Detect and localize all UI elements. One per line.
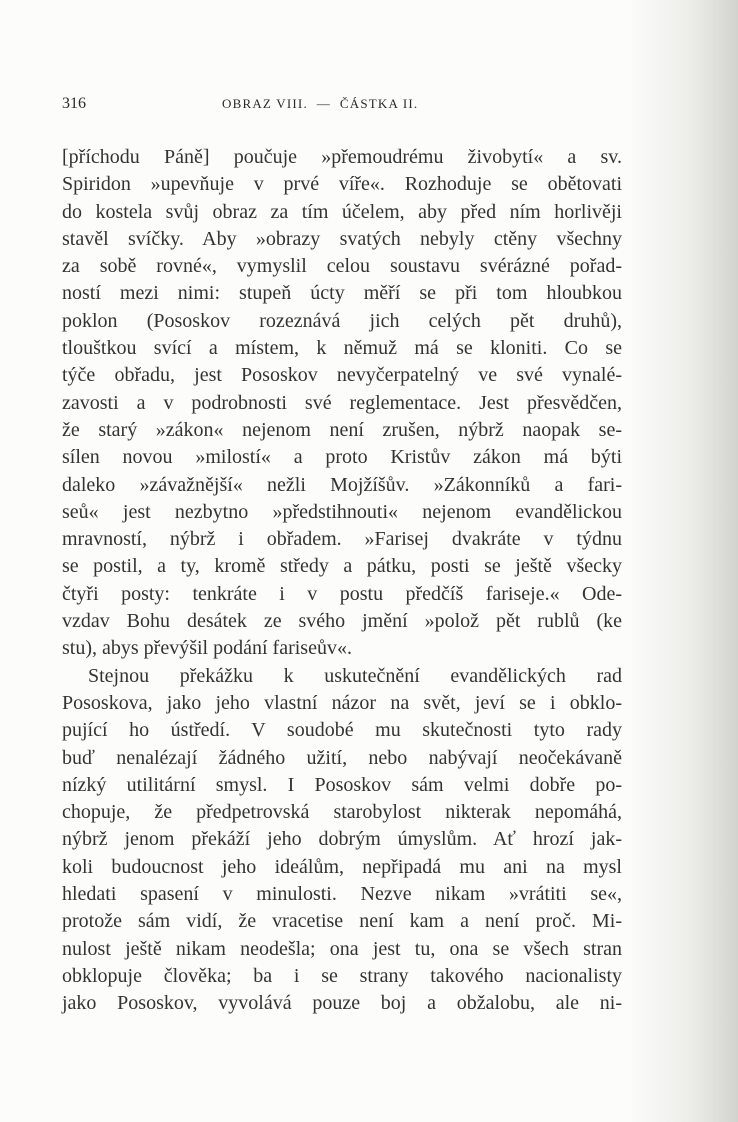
text-line: se postil, a ty, kromě středy a pátku, posti se ještě všecky bbox=[62, 555, 622, 578]
paragraph-2 bbox=[62, 663, 622, 1018]
page-number: 316 bbox=[62, 95, 86, 112]
text-line: mravností, nýbrž i obřadem. »Farisej dvakráte v týdnu bbox=[62, 528, 622, 551]
text-line: pující ho ústředí. V soudobé mu skutečnosti tyto rady bbox=[62, 719, 622, 742]
text-line: ností mezi nimi: stupeň úcty měří se při tom hloubkou bbox=[62, 282, 622, 305]
text-line: chopuje, že předpetrovská starobylost nikterak nepomáhá, bbox=[62, 801, 622, 824]
text-line: sílen novou »milostí« a proto Kristův zákon má býti bbox=[62, 446, 622, 469]
text-line: zavosti a v podrobnosti své reglementace. Jest přesvědčen, bbox=[62, 391, 622, 414]
text-line: týče obřadu, jest Pososkov nevyčerpatelný ve své vynalé- bbox=[62, 364, 622, 387]
text-line: Pososkova, jako jeho vlastní názor na svět, jeví se i obklo- bbox=[62, 691, 622, 714]
running-head: OBRAZ VIII. — ČÁSTKA II. bbox=[222, 96, 419, 111]
text-line: čtyři posty: tenkráte i v postu předčíš fariseje.« Ode- bbox=[62, 582, 622, 605]
text-line: za sobě rovné«, vymyslil celou soustavu svérázné pořad- bbox=[62, 255, 622, 278]
text-line: nulost ještě nikam neodešla; ona jest tu, ona se všech stran bbox=[62, 937, 622, 960]
text-line: buď nenalézají žádného užití, nebo nabývají neočekávaně bbox=[62, 746, 622, 769]
text-line: koli budoucnost jeho ideálům, nepřipadá mu ani na mysl bbox=[62, 855, 622, 878]
text-line: vzdav Bohu desátek ze svého jmění »polož pět rublů (ke bbox=[62, 610, 622, 633]
text-line: hledati spasení v minulosti. Nezve nikam »vrátiti se«, bbox=[62, 883, 622, 906]
text-line: obklopuje člověka; ba i se strany takového nacionalisty bbox=[62, 964, 622, 987]
text-line: tlouštkou svící a místem, k němuž má se kloniti. Co se bbox=[62, 337, 622, 360]
text-line: stu), abys převýšil podání fariseův«. bbox=[62, 637, 352, 660]
text-line: [příchodu Páně] poučuje »přemoudrému živobytí« a sv. bbox=[62, 146, 622, 168]
paragraph-1 bbox=[62, 144, 622, 663]
page-gutter-shadow bbox=[628, 0, 738, 1122]
text-line: do kostela svůj obraz za tím účelem, aby před ním horlivěji bbox=[62, 200, 622, 223]
page-header bbox=[62, 95, 482, 117]
text-line: protože sám vidí, že vracetise není kam a není proč. Mi- bbox=[62, 910, 622, 933]
text-line: Stejnou překážku k uskutečnění evandělických rad bbox=[88, 664, 622, 687]
text-line: nýbrž jenom překáží jeho dobrým úmyslům. Ať hrozí jak- bbox=[62, 828, 622, 851]
text-line: jako Pososkov, vyvolává pouze boj a obžalobu, ale ni- bbox=[62, 992, 622, 1015]
text-line: že starý »zákon« nejenom není zrušen, nýbrž naopak se- bbox=[62, 418, 622, 441]
text-line: poklon (Pososkov rozeznává jich celých pět druhů), bbox=[62, 309, 622, 332]
body-text bbox=[62, 144, 622, 1018]
text-line: daleko »závažnější« nežli Mojžíšův. »Zákonníků a fari- bbox=[62, 473, 622, 496]
text-line: Spiridon »upevňuje v prvé víře«. Rozhoduje se obětovati bbox=[62, 173, 622, 196]
text-line: nízký utilitární smysl. I Pososkov sám velmi dobře po- bbox=[62, 773, 622, 796]
text-line: stavěl svíčky. Aby »obrazy svatých nebyly ctěny všechny bbox=[62, 227, 622, 250]
text-line: seů« jest nezbytno »předstihnouti« nejenom evandělickou bbox=[62, 500, 622, 523]
